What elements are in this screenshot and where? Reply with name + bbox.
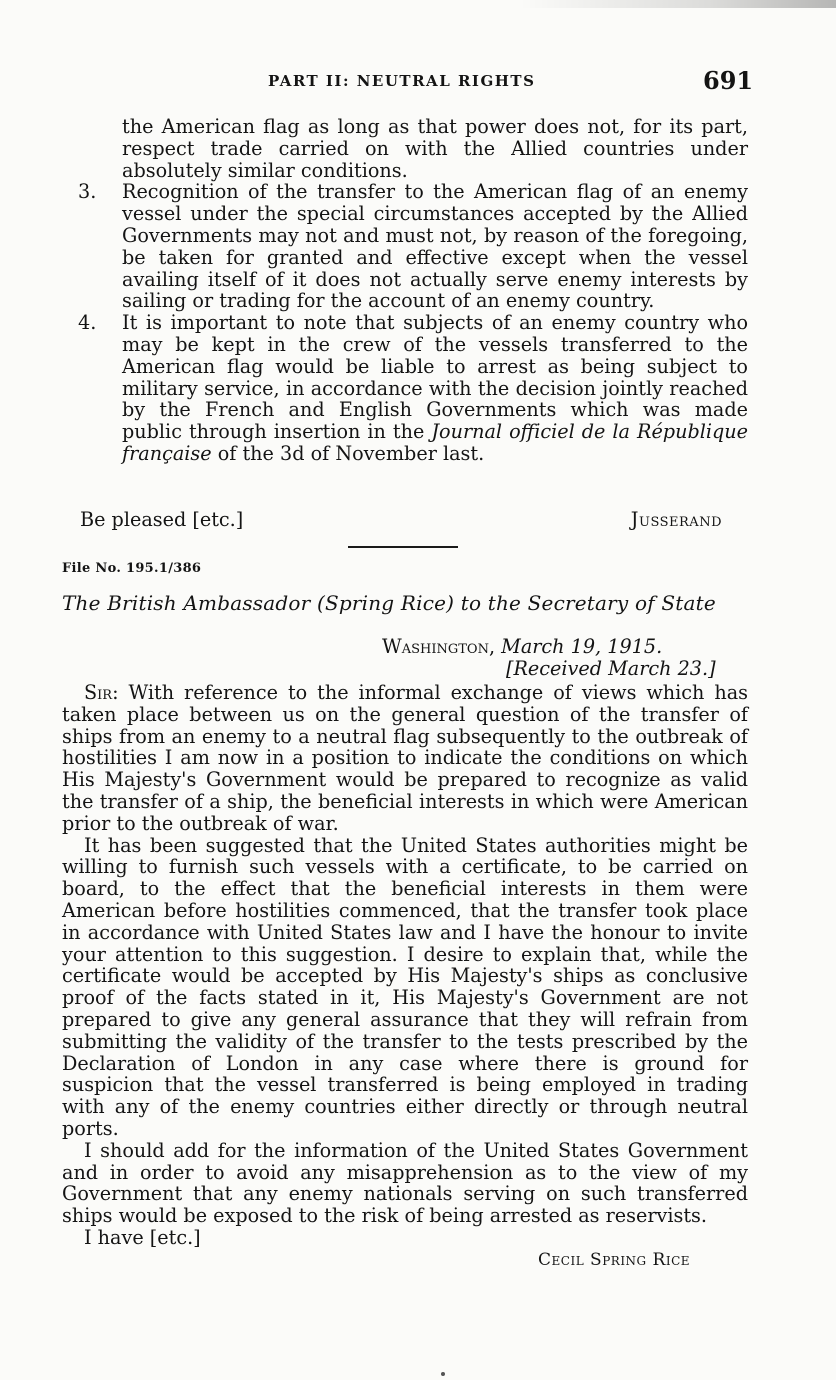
file-number: File No. 195.1/386 <box>62 561 202 576</box>
document-title: The British Ambassador (Spring Rice) to the Secretary of State <box>62 591 716 615</box>
dateline-date: March 19, 1915. <box>501 635 663 658</box>
letter2-paragraph-1 <box>62 682 748 835</box>
item-text-after: of the 3d of November last. <box>211 441 485 465</box>
dateline <box>382 635 662 659</box>
dateline-place: Washington, <box>382 635 496 658</box>
section-divider <box>348 546 458 548</box>
running-head: PART II: NEUTRAL RIGHTS <box>268 72 536 90</box>
letter1-body <box>62 116 748 465</box>
letter2-paragraph-2: It has been suggested that the United States authorities might be willing to furnish such vessels with a certificate, to be carried on board, to the effect that the beneficial interests in them were American before hostilities commenced, that the transfer took place in accordance with United States law and I have the honour to invite your attention to this suggestion. I desire to explain that, while the certificate would be accepted by His Majesty's ships as conclusive proof of the facts stated in it, His Majesty's Government are not prepared to give any general assurance that they will refrain from submitting the validity of the transfer to the tests prescribed by the Declaration of London in any case where there is ground for suspicion that the vessel transferred is being employed in trading with any of the enemy countries either directly or through neutral ports. <box>62 833 748 1140</box>
scan-edge-shading <box>520 0 836 8</box>
item-number: 3. <box>78 180 97 204</box>
letter1-closing-line <box>80 508 728 531</box>
letter2-paragraph-3: I should add for the information of the United States Government and in order to avoid any misapprehension as to the view of my Government that any enemy nationals serving on such transferred ships would be exposed to the risk of being arrested as reservists. <box>62 1138 748 1228</box>
item-text-before: It is important to note that subjects of an enemy country who may be kept in the crew of the vessels transferred to the American flag would be liable to arrest as being subject to military service, in accordance with the decision jointly reached by the French and English Governments which was made public through insertion in the <box>122 311 748 444</box>
letter2-body <box>62 682 748 1227</box>
page-number: 691 <box>703 66 754 95</box>
scan-speck <box>441 1372 445 1376</box>
letter1-signature: Jusserand <box>630 508 722 531</box>
letter2-signature: Cecil Spring Rice <box>538 1250 691 1270</box>
received-date: [Received March 23.] <box>506 657 716 680</box>
paragraph-text: With reference to the informal exchange of views which has taken place between us on the general question of the transfer of ships from an enemy to a neutral flag subsequently to the outbreak of hostilities I am now in a position to indicate the conditions on which His Majesty's Government would be prepared to recognize as valid the transfer of a ship, the beneficial interests in which were American prior to the outbreak of war. <box>62 681 748 835</box>
journal-title: Journal officiel de la République française <box>122 420 748 465</box>
salutation: Sir: <box>84 681 119 704</box>
letter2-closing: I have [etc.] <box>84 1226 201 1249</box>
item-number: 4. <box>78 311 97 335</box>
letter1-closing: Be pleased [etc.] <box>80 508 244 531</box>
letter1-item-4 <box>78 311 748 465</box>
letter1-continuation: the American flag as long as that power does not, for its part, respect trade carried on with the Allied countries under absolutely similar conditions. <box>122 115 748 182</box>
letter1-item-3 <box>78 180 748 313</box>
item-text: Recognition of the transfer to the American flag of an enemy vessel under the special circumstances accepted by the Allied Governments may not and must not, by reason of the foregoing, be taken for granted and effective except when the vessel availing itself of it does not actually serve enemy interests by sailing or trading for the account of an enemy country. <box>122 180 748 313</box>
